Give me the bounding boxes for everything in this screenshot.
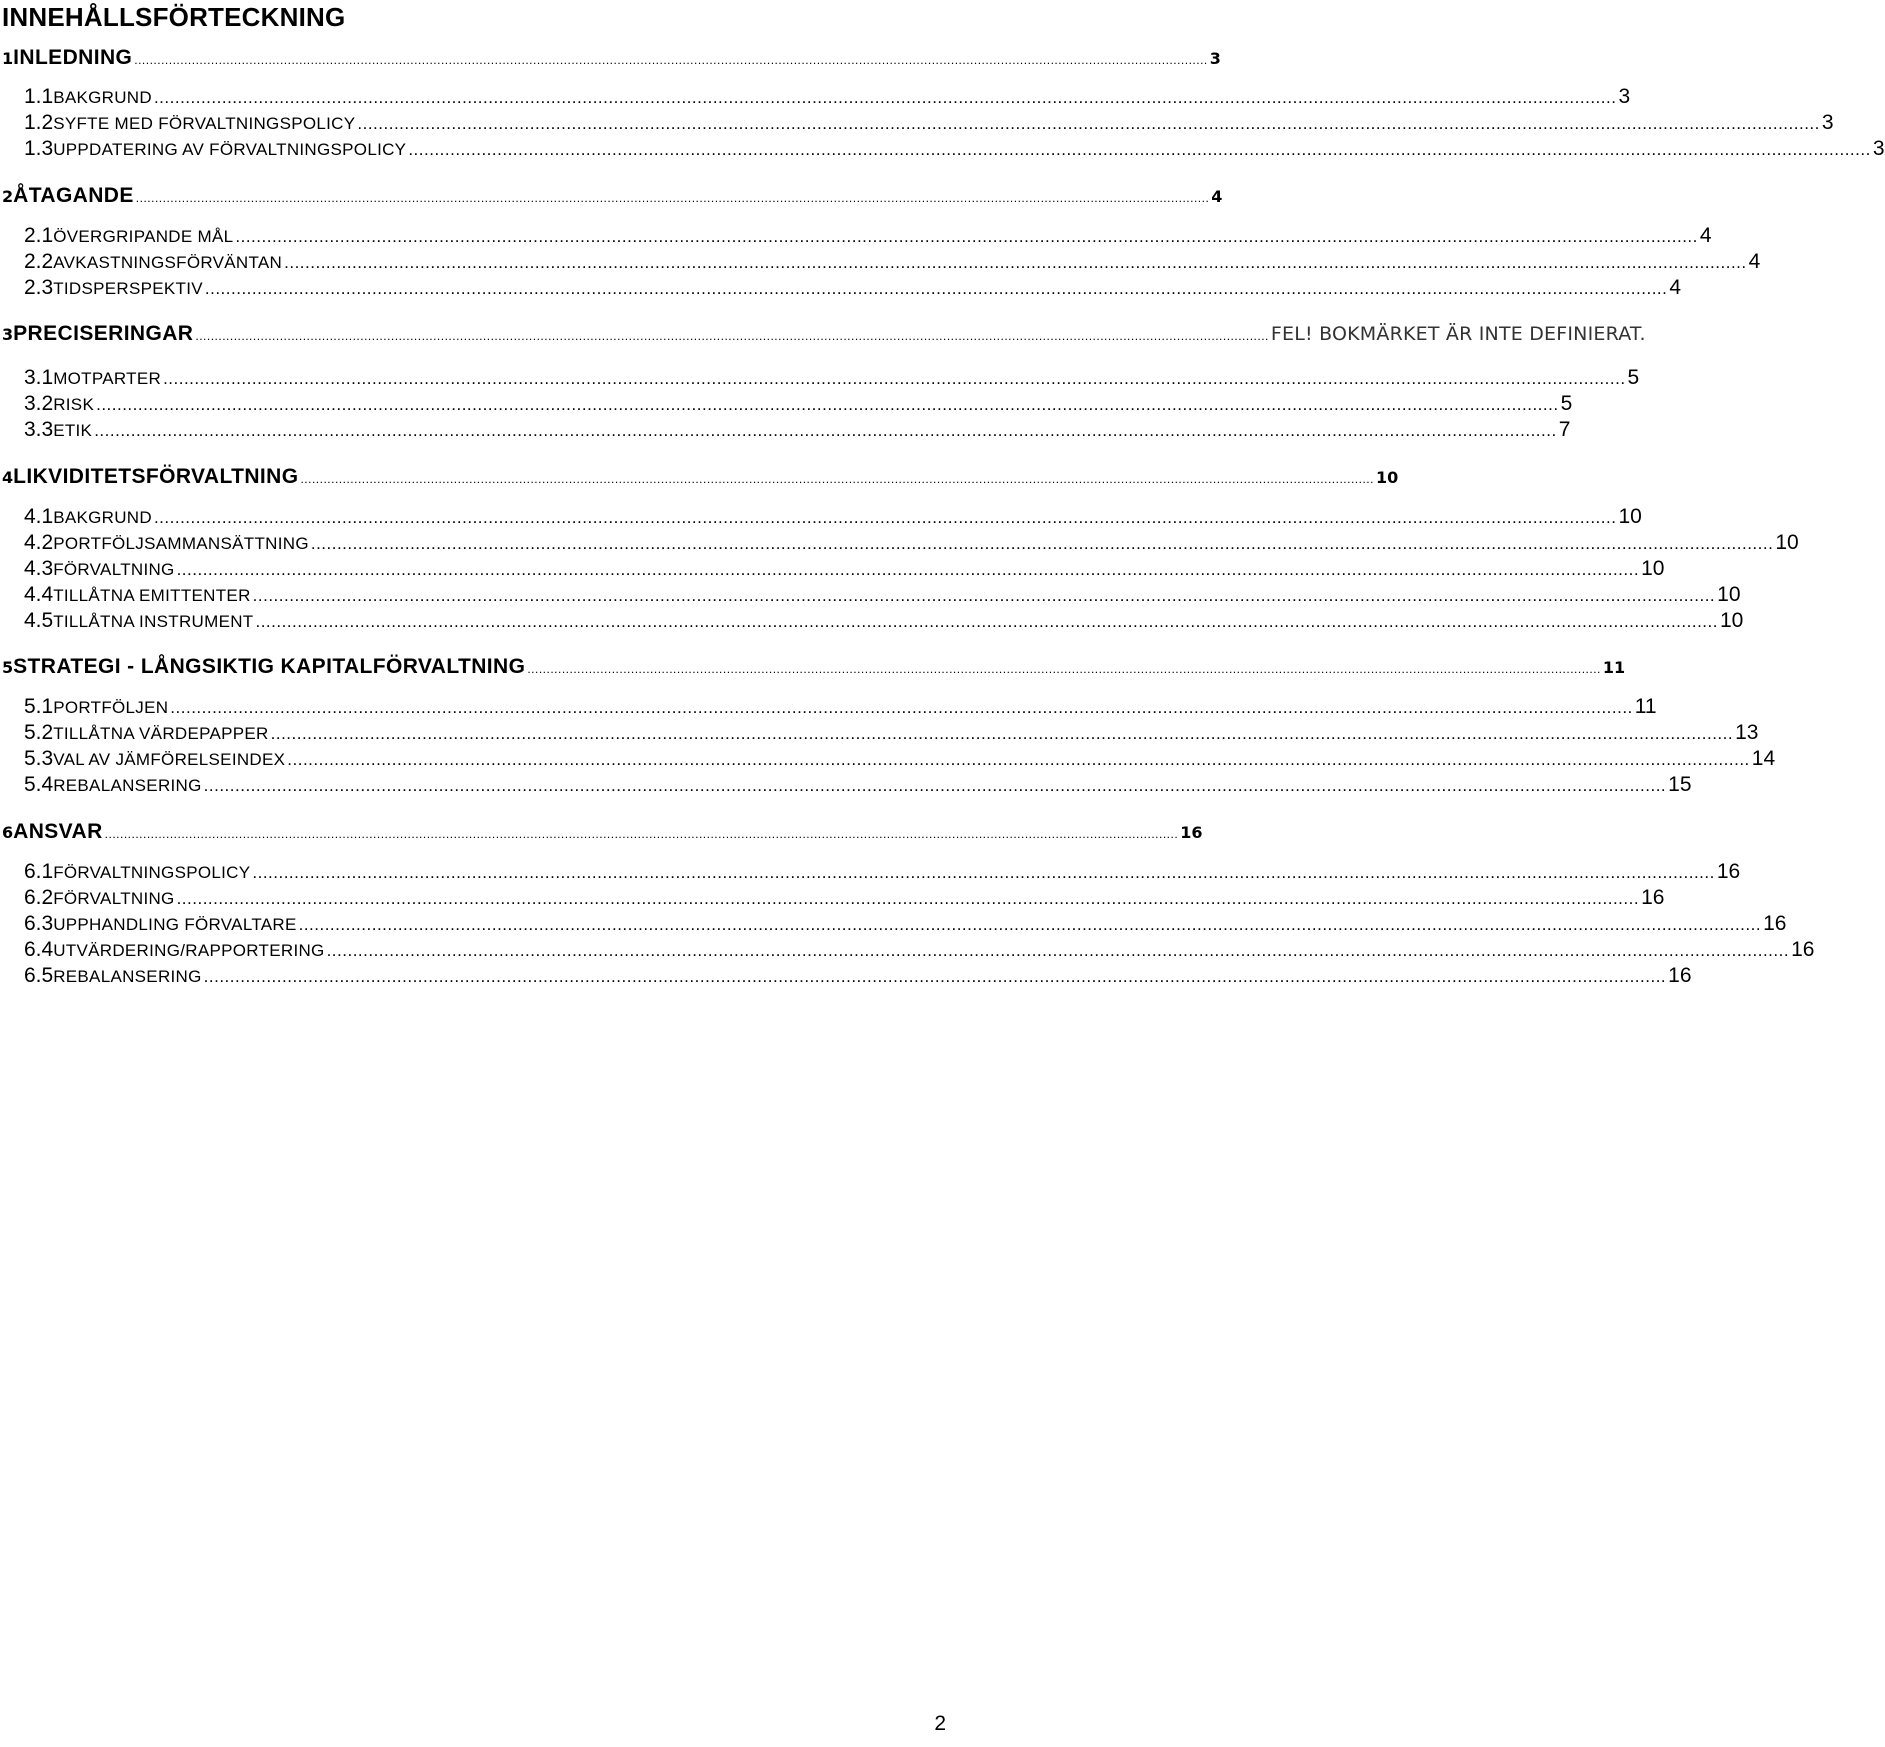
toc-entry-title: PORTFÖLJEN [53, 698, 169, 717]
toc-entry-page: 4 [1211, 187, 1223, 206]
toc-entry-number: 6.1 [24, 860, 54, 883]
toc-entry-number: 5.2 [24, 721, 54, 744]
toc-entry-1[interactable] [2, 46, 1221, 70]
toc-entry-number: 4 [2, 468, 14, 487]
toc-entry-title: FÖRVALTNINGSPOLICY [53, 863, 251, 882]
toc-entry-page: 10 [1719, 609, 1744, 632]
toc-entry-title: TILLÅTNA VÄRDEPAPPER [53, 724, 269, 743]
toc-entry-number: 4.4 [24, 583, 54, 606]
toc-entry-title: VAL AV JÄMFÖRELSEINDEX [53, 750, 286, 769]
toc-entry-page: 16 [1716, 860, 1741, 883]
dot-leader [271, 724, 1733, 744]
dot-leader [252, 863, 1714, 883]
toc-entry-4-2[interactable] [24, 531, 1799, 555]
toc-entry-number: 6 [2, 823, 14, 842]
toc-entry-number: 3.1 [24, 366, 54, 389]
toc-entry-number: 3.3 [24, 418, 54, 441]
toc-entry-number: 5 [2, 658, 14, 677]
toc-entry-number: 5.4 [24, 773, 54, 796]
toc-entry-title: UPPDATERING AV FÖRVALTNINGSPOLICY [53, 140, 407, 159]
dot-leader [96, 395, 1558, 415]
toc-entry-2-2[interactable] [24, 250, 1761, 274]
toc-entry-page: 3 [1618, 85, 1631, 108]
dot-leader [136, 191, 1210, 205]
dot-leader [299, 915, 1761, 935]
toc-entry-4-3[interactable] [24, 557, 1665, 581]
toc-entry-5[interactable] [2, 655, 1626, 679]
toc-entry-title: STRATEGI - LÅNGSIKTIG KAPITALFÖRVALTNING [13, 655, 526, 678]
toc-entry-title: RISK [53, 395, 95, 414]
toc-entry-number: 2.1 [24, 224, 54, 247]
toc-entry-number: 3.2 [24, 392, 54, 415]
toc-entry-1-2[interactable] [24, 111, 1834, 135]
toc-entry-number: 5.1 [24, 695, 54, 718]
toc-entry-5-4[interactable] [24, 773, 1692, 797]
toc-entry-4-4[interactable] [24, 583, 1741, 607]
toc-entry-title: ANSVAR [13, 820, 103, 843]
dot-leader [170, 698, 1632, 718]
toc-entry-title: BAKGRUND [53, 88, 152, 107]
dot-leader [154, 88, 1616, 108]
toc-entry-title: TILLÅTNA INSTRUMENT [53, 612, 254, 631]
dot-leader [284, 253, 1746, 273]
toc-entry-2-3[interactable] [24, 276, 1682, 300]
toc-entry-4-1[interactable] [24, 505, 1642, 529]
toc-entry-title: SYFTE MED FÖRVALTNINGSPOLICY [53, 114, 356, 133]
dot-leader [105, 827, 1179, 841]
toc-entry-title: TIDSPERSPEKTIV [53, 279, 203, 298]
toc-entry-6-5[interactable] [24, 964, 1692, 988]
dot-leader [357, 114, 1819, 134]
toc-entry-6-3[interactable] [24, 912, 1787, 936]
toc-entry-page: 10 [1375, 468, 1399, 487]
toc-entry-number: 2.3 [24, 276, 54, 299]
toc-entry-title: INLEDNING [13, 46, 133, 69]
toc-entry-1-1[interactable] [24, 85, 1631, 109]
toc-entry-3[interactable] [2, 322, 1646, 346]
dot-leader [163, 369, 1625, 389]
toc-entry-number: 4.3 [24, 557, 54, 580]
dot-leader [527, 662, 1601, 676]
toc-entry-title: ÖVERGRIPANDE MÅL [53, 227, 234, 246]
toc-entry-title: FÖRVALTNING [53, 560, 175, 579]
toc-entry-page: 10 [1641, 557, 1665, 580]
toc-entry-page: 4 [1699, 224, 1712, 247]
dot-leader [255, 612, 1717, 632]
toc-entry-number: 1 [2, 49, 14, 68]
toc-entry-6-1[interactable] [24, 860, 1741, 884]
toc-entry-4[interactable] [2, 465, 1399, 489]
dot-leader [204, 967, 1666, 987]
toc-entry-title: MOTPARTER [53, 369, 162, 388]
toc-entry-number: 6.2 [24, 886, 54, 909]
toc-entry-page: 16 [1763, 912, 1787, 935]
toc-entry-page: 10 [1775, 531, 1799, 554]
dot-leader [235, 227, 1697, 247]
dot-leader [177, 560, 1639, 580]
dot-leader [195, 329, 1269, 343]
toc-entry-page: 5 [1627, 366, 1640, 389]
dot-leader [408, 140, 1870, 160]
toc-entry-number: 2.2 [24, 250, 54, 273]
toc-entry-3-2[interactable] [24, 392, 1573, 416]
dot-leader [205, 279, 1667, 299]
toc-entry-3-3[interactable] [24, 418, 1571, 442]
dot-leader [204, 776, 1666, 796]
dot-leader [311, 534, 1773, 554]
toc-title: INNEHÅLLSFÖRTECKNING [2, 2, 346, 32]
toc-entry-title: AVKASTNINGSFÖRVÄNTAN [53, 253, 283, 272]
toc-entry-page: 3 [1209, 49, 1221, 68]
toc-entry-page: 7 [1558, 418, 1571, 441]
toc-entry-2-1[interactable] [24, 224, 1712, 248]
toc-entry-4-5[interactable] [24, 609, 1744, 633]
page-number: 2 [934, 1712, 946, 1735]
toc-entry-page: 16 [1180, 823, 1203, 842]
toc-entry-page: 14 [1751, 747, 1776, 770]
toc-entry-1-3[interactable] [24, 137, 1885, 161]
toc-entry-title: UTVÄRDERING/RAPPORTERING [53, 941, 325, 960]
toc-entry-page: 4 [1669, 276, 1682, 299]
toc-entry-5-3[interactable] [24, 747, 1776, 771]
toc-entry-number: 2 [2, 187, 14, 206]
toc-entry-page: 3 [1821, 111, 1834, 134]
toc-entry-page: 16 [1668, 964, 1692, 987]
toc-entry-page: 3 [1872, 137, 1885, 160]
toc-entry-number: 4.2 [24, 531, 54, 554]
toc-entry-number: 6.3 [24, 912, 54, 935]
toc-entry-number: 4.1 [24, 505, 54, 528]
toc-entry-page: 5 [1560, 392, 1573, 415]
toc-entry-title: LIKVIDITETSFÖRVALTNING [13, 465, 299, 488]
dot-leader [134, 53, 1208, 67]
toc-entry-title: ETIK [53, 421, 93, 440]
toc-entry-title: FÖRVALTNING [53, 889, 175, 908]
toc-entry-page: 13 [1735, 721, 1759, 744]
toc-entry-page: 11 [1602, 658, 1626, 677]
toc-entry-title: PRECISERINGAR [13, 322, 194, 345]
toc-entry-page: 16 [1641, 886, 1665, 909]
toc-entry-2[interactable] [2, 184, 1223, 208]
dot-leader [154, 508, 1616, 528]
toc-entry-title: BAKGRUND [53, 508, 152, 527]
toc-entry-title: UPPHANDLING FÖRVALTARE [53, 915, 297, 934]
dot-leader [94, 421, 1556, 441]
toc-entry-number: 3 [2, 325, 14, 344]
dot-leader [177, 889, 1639, 909]
toc-entry-number: 5.3 [24, 747, 54, 770]
toc-entry-5-1[interactable] [24, 695, 1657, 719]
toc-entry-6[interactable] [2, 820, 1203, 844]
toc-entry-number: 1.3 [24, 137, 54, 160]
dot-leader [253, 586, 1715, 606]
toc-entry-title: TILLÅTNA EMITTENTER [53, 586, 251, 605]
dot-leader [327, 941, 1789, 961]
toc-entry-title: REBALANSERING [53, 967, 202, 986]
toc-entry-page: 10 [1717, 583, 1741, 606]
toc-entry-5-2[interactable] [24, 721, 1759, 745]
toc-entry-page: 4 [1748, 250, 1761, 273]
toc-entry-page: 11 [1634, 695, 1657, 718]
toc-entry-page: 10 [1618, 505, 1642, 528]
toc-entry-title: PORTFÖLJSAMMANSÄTTNING [53, 534, 309, 553]
toc-entry-title: REBALANSERING [53, 776, 202, 795]
toc-entry-number: 6.4 [24, 938, 54, 961]
toc-entry-3-1[interactable] [24, 366, 1640, 390]
toc-entry-number: 1.2 [24, 111, 54, 134]
dot-leader [287, 750, 1749, 770]
toc-entry-number: 6.5 [24, 964, 54, 987]
toc-entry-page: 16 [1791, 938, 1815, 961]
toc-entry-page: 15 [1668, 773, 1692, 796]
toc-entry-page-error: FEL! BOKMÄRKET ÄR INTE DEFINIERAT. [1270, 323, 1646, 345]
toc-entry-number: 4.5 [24, 609, 54, 632]
toc-entry-6-4[interactable] [24, 938, 1815, 962]
toc-entry-number: 1.1 [24, 85, 54, 108]
toc-entry-6-2[interactable] [24, 886, 1665, 910]
toc-entry-title: ÅTAGANDE [13, 184, 134, 207]
dot-leader [300, 472, 1374, 486]
